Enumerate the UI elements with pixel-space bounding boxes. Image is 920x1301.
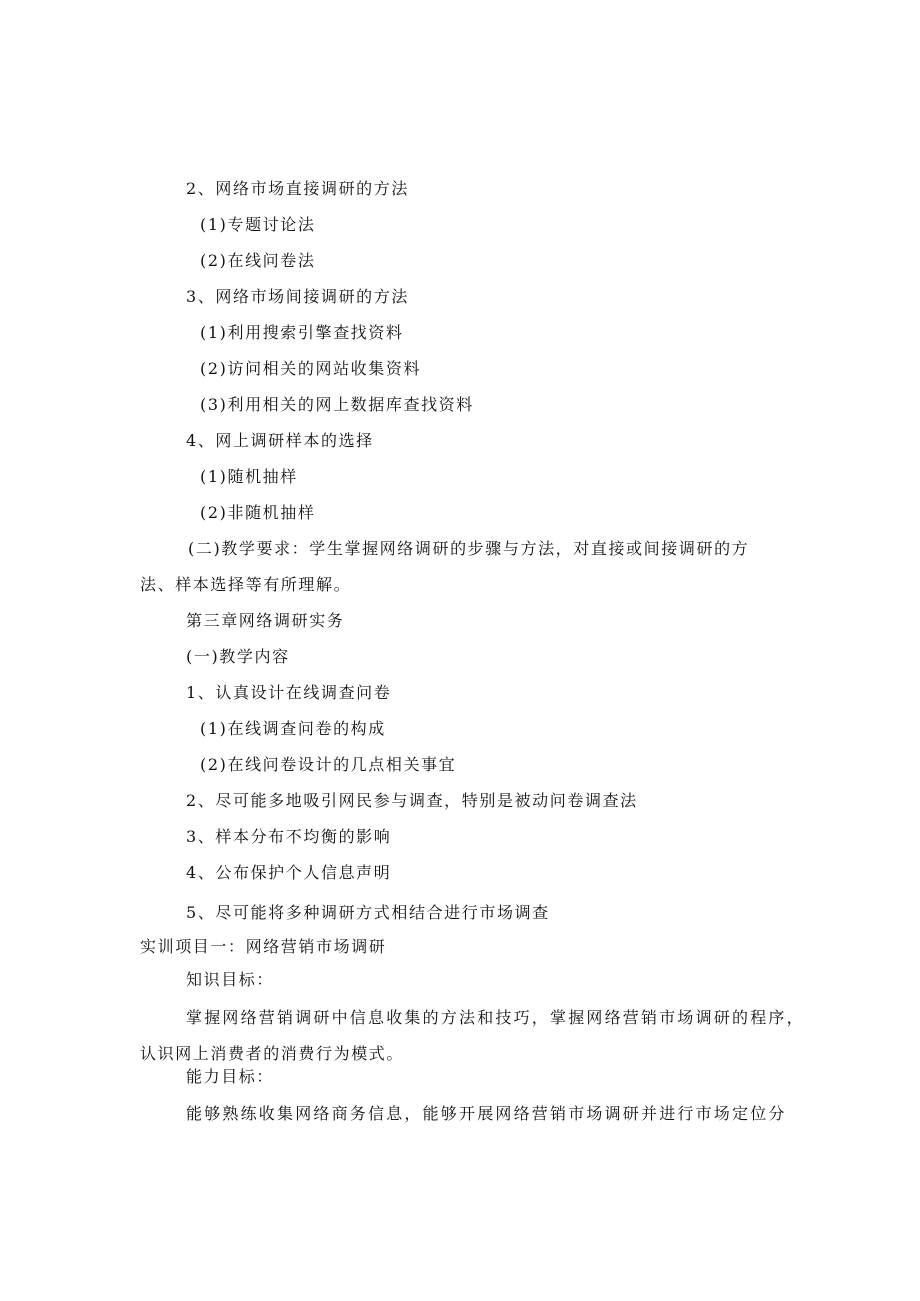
knowledge-goal-text-cont: 认识网上消费者的消费行为模式。 bbox=[140, 1044, 405, 1063]
list-item-visit-websites: (2)访问相关的网站收集资料 bbox=[200, 359, 422, 378]
knowledge-goal-text: 掌握网络营销调研中信息收集的方法和技巧，掌握网络营销市场调研的程序， bbox=[186, 1008, 805, 1027]
paragraph-teaching-requirements-cont: 法、样本选择等有所理解。 bbox=[140, 575, 352, 594]
heading-indirect-research-methods: 3、网络市场间接调研的方法 bbox=[186, 287, 409, 306]
heading-sample-selection: 4、网上调研样本的选择 bbox=[186, 431, 374, 450]
training-project-title: 实训项目一：网络营销市场调研 bbox=[140, 937, 387, 956]
ability-goal-text: 能够熟练收集网络商务信息，能够开展网络营销市场调研并进行市场定位分 bbox=[186, 1104, 787, 1123]
heading-combine-methods: 5、尽可能将多种调研方式相结合进行市场调查 bbox=[186, 903, 550, 922]
heading-direct-research-methods: 2、网络市场直接调研的方法 bbox=[186, 179, 409, 198]
heading-design-questionnaire: 1、认真设计在线调查问卷 bbox=[186, 683, 392, 702]
heading-attract-participants: 2、尽可能多地吸引网民参与调查，特别是被动问卷调查法 bbox=[186, 791, 638, 810]
heading-sample-imbalance: 3、样本分布不均衡的影响 bbox=[186, 827, 392, 846]
list-item-questionnaire-design-notes: (2)在线问卷设计的几点相关事宜 bbox=[200, 755, 457, 774]
list-item-topic-discussion: (1)专题讨论法 bbox=[200, 215, 316, 234]
list-item-nonrandom-sampling: (2)非随机抽样 bbox=[200, 503, 316, 522]
knowledge-goal-label: 知识目标： bbox=[186, 970, 275, 989]
section-teaching-content: (一)教学内容 bbox=[186, 647, 290, 666]
list-item-online-database: (3)利用相关的网上数据库查找资料 bbox=[200, 395, 474, 414]
list-item-search-engine: (1)利用搜索引擎查找资料 bbox=[200, 323, 404, 342]
list-item-random-sampling: (1)随机抽样 bbox=[200, 467, 298, 486]
list-item-online-questionnaire: (2)在线问卷法 bbox=[200, 251, 316, 270]
ability-goal-label: 能力目标： bbox=[186, 1067, 275, 1086]
list-item-questionnaire-structure: (1)在线调查问卷的构成 bbox=[200, 719, 386, 738]
chapter-title: 第三章网络调研实务 bbox=[186, 611, 345, 630]
paragraph-teaching-requirements: (二)教学要求：学生掌握网络调研的步骤与方法，对直接或间接调研的方 bbox=[188, 539, 750, 558]
heading-privacy-statement: 4、公布保护个人信息声明 bbox=[186, 863, 392, 882]
